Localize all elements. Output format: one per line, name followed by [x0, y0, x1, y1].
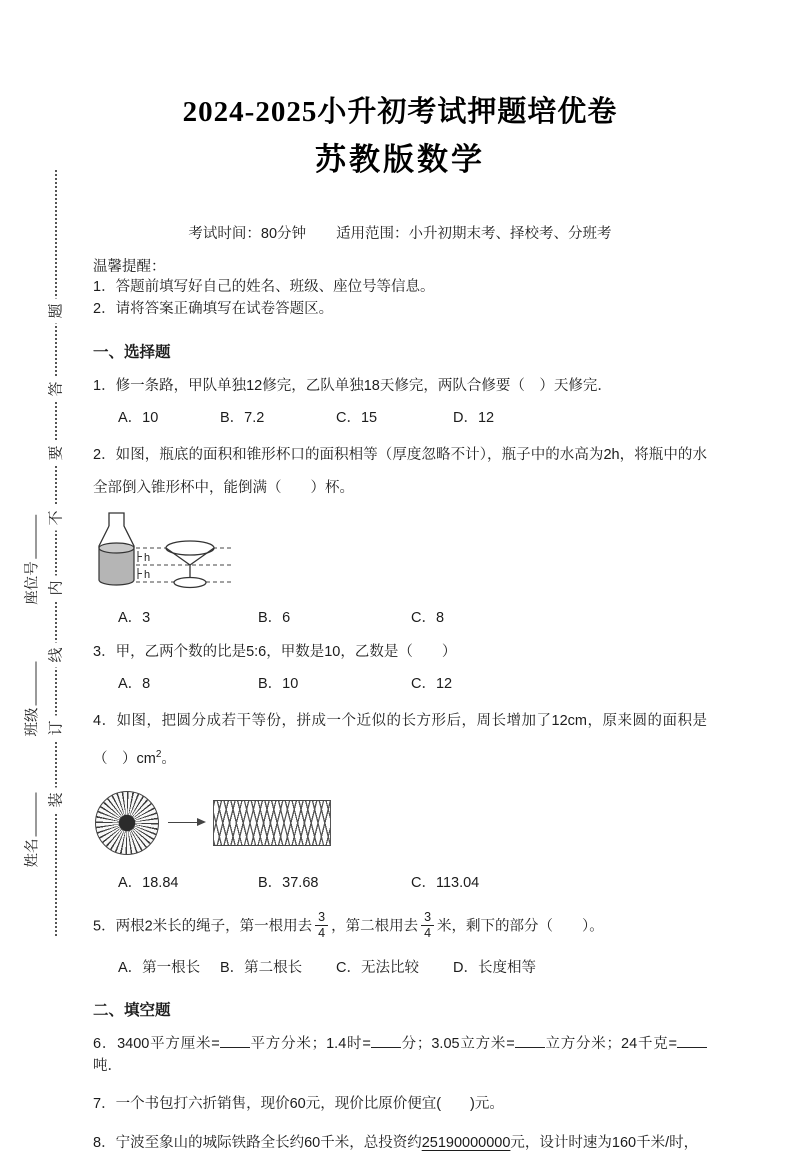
binding-char: 线: [49, 642, 64, 667]
binding-char: 装: [49, 787, 64, 812]
binding-dotted-line: [55, 170, 57, 936]
page-subtitle: 苏教版数学: [315, 142, 485, 178]
exam-scope: 适用范围：小升初期末考、择校考、分班考: [336, 225, 612, 242]
exam-page: [93, 0, 707, 1154]
question-5-part1: 5．两根2米长的绳子，第一根用去: [93, 918, 313, 935]
question-5-part2: ，第二根用去: [331, 918, 419, 935]
option-a: A．8: [118, 675, 151, 692]
question-5: [93, 911, 707, 942]
name-label: 姓名: [24, 838, 41, 868]
question-3-options: [93, 674, 707, 694]
question-4: [93, 705, 707, 776]
binding-char: 题: [49, 298, 64, 323]
question-1: 1．修一条路，甲队单独12修完，乙队单独18天修完，两队合修要（ ）天修完．: [93, 377, 612, 394]
section-title-fill-blank: 二、填空题: [93, 1001, 171, 1019]
seat-number-field: [21, 515, 42, 605]
name-field: [21, 793, 42, 868]
notice-line-2: 2．请将答案正确填写在试卷答题区。: [93, 300, 334, 317]
option-b: B．第二根长: [220, 959, 303, 976]
question-4-tail: 。: [161, 750, 176, 767]
investment-amount: 25190000000: [421, 1134, 511, 1151]
denominator: 4: [318, 925, 326, 940]
numerator: 3: [315, 910, 328, 926]
class-field: [21, 662, 42, 737]
question-4-superscript: 2: [155, 748, 162, 760]
notice-title: 温馨提醒：: [93, 258, 166, 275]
denominator: 4: [424, 925, 432, 940]
numerator: 3: [421, 910, 434, 926]
question-2: 2．如图，瓶底的面积和锥形杯口的面积相等（厚度忽略不计），瓶子中的水高为2h，将瓶中的水全部倒入锥形杯中，能倒满（ ）杯。: [93, 446, 707, 496]
option-c: C．15: [336, 409, 378, 426]
question-6-part4: 立方分米；24千克=: [544, 1035, 677, 1052]
exam-meta: [93, 222, 707, 243]
option-a: A．第一根长: [118, 959, 201, 976]
question-6-part5: 吨．: [93, 1057, 122, 1074]
answer-blank: [677, 1033, 707, 1048]
name-blank: [33, 793, 37, 837]
section-title-choice: 一、选择题: [93, 343, 171, 361]
bottle-and-cone-figure: [93, 509, 707, 606]
question-6: [93, 1033, 707, 1077]
option-a: A．3: [118, 609, 151, 626]
option-d: D．12: [453, 409, 495, 426]
question-4-text: 4．如图，把圆分成若干等份，拼成一个近似的长方形后，周长增加了12cm，原来圆的面积是（ ）cm: [93, 712, 707, 767]
option-c: C．12: [411, 675, 453, 692]
question-7: 7．一个书包打六折销售，现价60元，现价比原价便宜( )元。: [93, 1095, 504, 1112]
option-a: A．10: [118, 409, 159, 426]
class-blank: [33, 662, 37, 706]
seat-number-label: 座位号: [24, 561, 41, 605]
question-3: 3．甲，乙两个数的比是5:6，甲数是10，乙数是（ ）: [93, 643, 457, 660]
option-a: A．18.84: [118, 874, 179, 891]
height-label-2: h: [144, 568, 151, 581]
binding-char: 订: [49, 715, 64, 740]
question-4-options: [93, 873, 707, 893]
exam-duration: 考试时间：80分钟: [188, 225, 307, 242]
binding-char: 要: [49, 440, 64, 465]
notice-line-1: 1．答题前填写好自己的姓名、班级、座位号等信息。: [93, 278, 435, 295]
circle-to-rectangle-figure: [93, 784, 707, 862]
page-title: 2024-2025小升初考试押题培优卷: [182, 96, 618, 128]
class-label: 班级: [24, 707, 41, 737]
fraction-three-fourths: [421, 910, 434, 941]
option-b: B．10: [258, 675, 299, 692]
answer-blank: [371, 1033, 401, 1048]
option-b: B．37.68: [258, 874, 319, 891]
option-d: D．长度相等: [453, 959, 536, 976]
option-c: C．无法比较: [336, 959, 419, 976]
height-label-1: h: [144, 551, 151, 564]
option-c: C．113.04: [411, 874, 480, 891]
binding-char: 内: [49, 575, 64, 600]
question-2-options: [93, 608, 707, 628]
sectored-circle-graphic: [95, 791, 159, 855]
question-6-part3: 分；3.05立方米=: [400, 1035, 515, 1052]
question-1-options: [93, 408, 707, 428]
answer-blank: [220, 1033, 250, 1048]
assembled-rectangle-graphic: [213, 800, 331, 846]
answer-blank: [515, 1033, 545, 1048]
question-5-options: [93, 958, 707, 978]
question-6-part2: 平方分米；1.4时=: [249, 1035, 371, 1052]
question-8-part2: 元，设计时速为160千米/时，: [510, 1134, 699, 1151]
question-5-part3: 米，剩下的部分（ ）。: [437, 918, 604, 935]
seat-number-blank: [33, 515, 37, 559]
option-b: B．6: [258, 609, 291, 626]
question-6-part1: 6．3400平方厘米=: [93, 1035, 220, 1052]
question-8-part1: 8．宁波至象山的城际铁路全长约60千米，总投资约: [93, 1134, 422, 1151]
binding-char: 答: [49, 376, 64, 401]
option-c: C．8: [411, 609, 445, 626]
binding-char: 不: [49, 505, 64, 530]
option-b: B．7.2: [220, 409, 265, 426]
question-8: [93, 1132, 707, 1154]
fraction-three-fourths: [315, 910, 328, 941]
right-arrow-icon: [168, 822, 204, 823]
